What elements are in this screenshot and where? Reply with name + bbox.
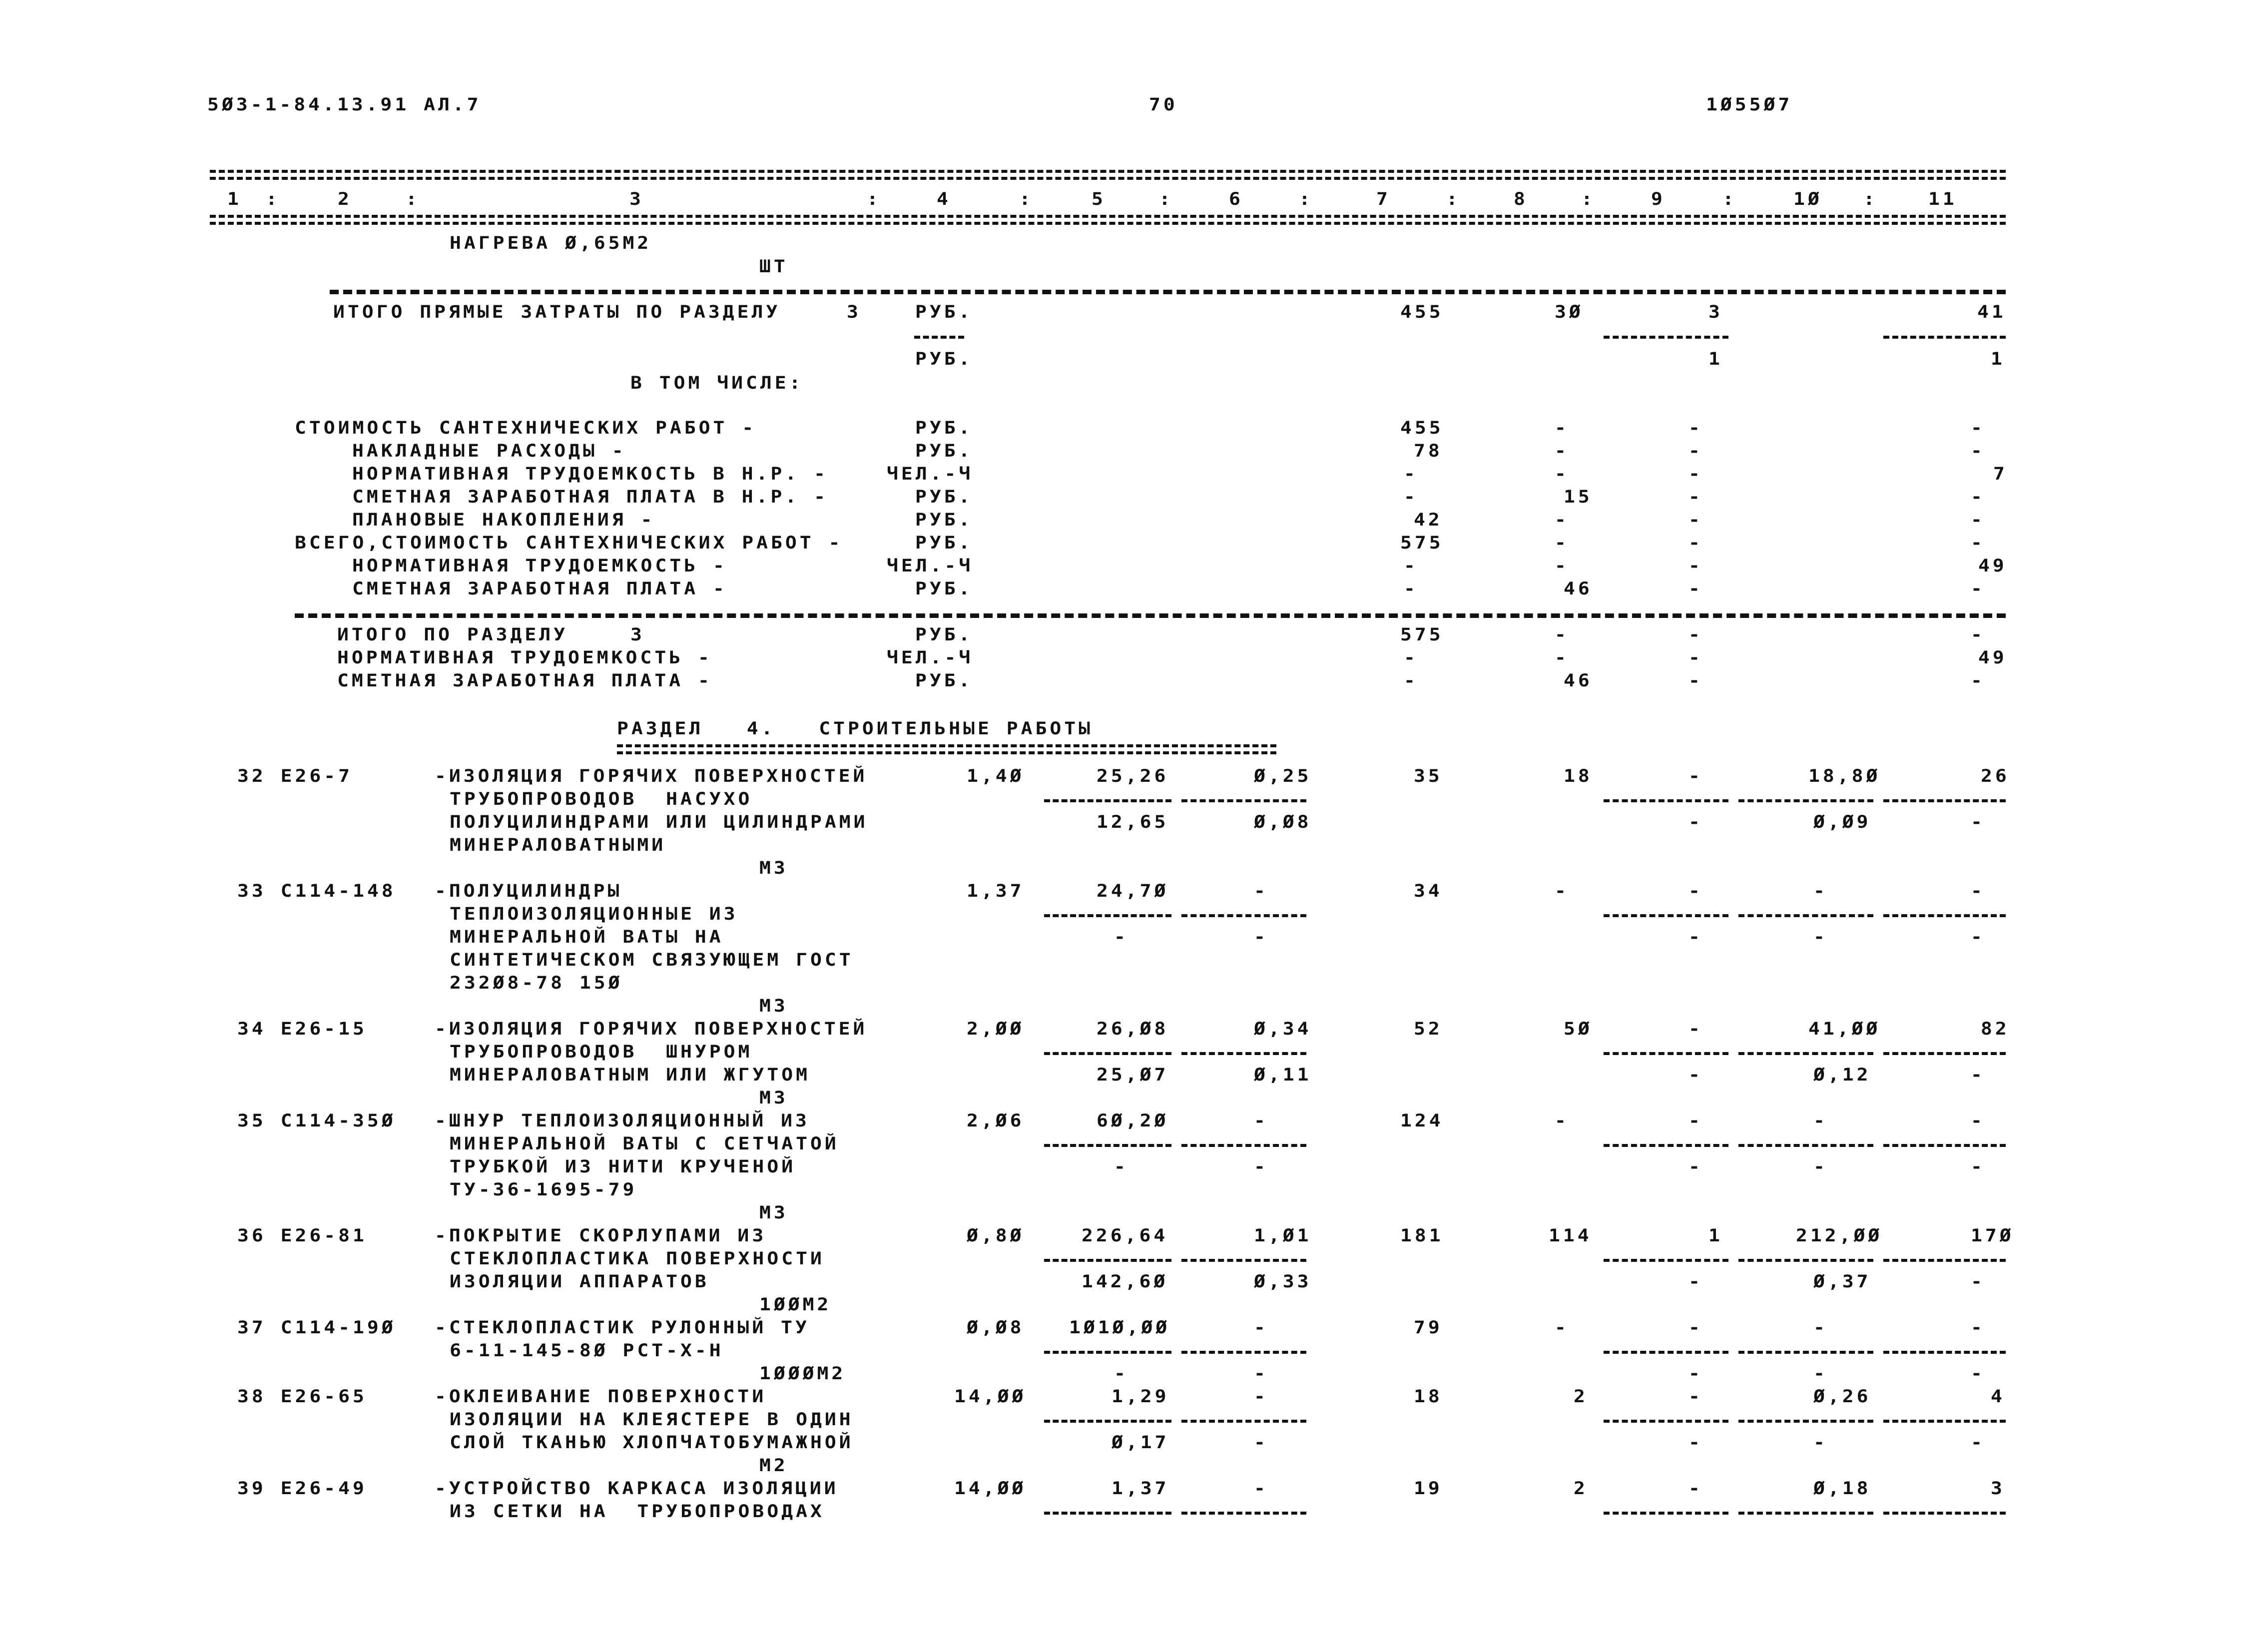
table-cell: 1 <box>1708 1225 1723 1246</box>
table-cell: - <box>1688 1386 1703 1407</box>
table-cell: 3Ø <box>1555 301 1584 322</box>
table-cell: - <box>1688 1363 1703 1384</box>
table-cell: ШТ <box>759 256 788 277</box>
table-cell: 2 <box>1574 1478 1588 1499</box>
table-cell: 26,Ø8 <box>1097 1018 1169 1039</box>
table-cell: ТРУБКОЙ ИЗ НИТИ КРУЧЕНОЙ <box>450 1156 796 1177</box>
table-cell: Ø,33 <box>1254 1271 1312 1292</box>
underline-col10 <box>1738 1512 1873 1515</box>
table-cell: - <box>1688 926 1703 947</box>
table-cell: - <box>1688 1432 1703 1453</box>
table-cell: - <box>1254 1432 1268 1453</box>
table-cell: - <box>1254 1363 1268 1384</box>
table-cell: - <box>1688 1271 1703 1292</box>
table-cell: 2 <box>1574 1386 1588 1407</box>
table-cell: 79 <box>1414 1317 1443 1338</box>
table-cell: 124 <box>1400 1110 1444 1131</box>
underline-col11 <box>1883 1052 2006 1055</box>
underline-col11 <box>1883 1420 2006 1423</box>
underline-col10 <box>1738 1420 1873 1423</box>
table-cell: 1,Ø1 <box>1254 1225 1312 1246</box>
table-cell: 41,ØØ <box>1808 1018 1881 1039</box>
underline-col5 <box>1044 914 1171 917</box>
column-header: 4 <box>937 188 951 209</box>
table-cell: - <box>1813 926 1828 947</box>
table-cell: 4 <box>1991 1386 2005 1407</box>
table-cell: 3 <box>1708 301 1723 322</box>
column-header: 7 <box>1376 188 1391 209</box>
underline-col11 <box>1883 1259 2006 1262</box>
column-header: 1 <box>227 188 242 209</box>
table-cell: 78 <box>1414 440 1443 461</box>
table-cell: М3 <box>759 1202 788 1223</box>
table-cell: СМЕТНАЯ ЗАРАБОТНАЯ ПЛАТА - <box>337 670 712 691</box>
table-cell: Ø,37 <box>1813 1271 1871 1292</box>
table-cell: 26 <box>1981 765 2010 786</box>
underline-col5 <box>1044 1512 1171 1515</box>
table-cell: - <box>1688 1110 1703 1131</box>
table-cell: -ИЗОЛЯЦИЯ ГОРЯЧИХ ПОВЕРХНОСТЕЙ <box>435 765 868 786</box>
column-separator: : <box>1581 188 1596 209</box>
underline-col9 <box>1604 336 1728 339</box>
underline-col9 <box>1604 799 1728 802</box>
table-cell: - <box>1688 532 1703 553</box>
table-cell: - <box>1971 578 1985 599</box>
table-cell: СИНТЕТИЧЕСКОМ СВЯЗУЮЩЕМ ГОСТ <box>450 949 854 970</box>
table-cell: - <box>1688 1317 1703 1338</box>
table-cell: 3 <box>1991 1478 2005 1499</box>
page-number: 70 <box>1149 94 1178 115</box>
table-cell: Ø,11 <box>1254 1064 1312 1085</box>
table-cell: - <box>1971 624 1985 645</box>
table-cell: - <box>1971 1271 1985 1292</box>
separator-rule <box>330 290 2006 294</box>
table-cell: ЧЕЛ.-Ч <box>887 647 974 668</box>
table-cell: - <box>1555 1317 1569 1338</box>
table-cell: - <box>1555 647 1569 668</box>
table-cell: - <box>1971 926 1985 947</box>
underline-col9 <box>1604 914 1728 917</box>
table-cell: - <box>1114 1363 1128 1384</box>
table-cell: - <box>1971 509 1985 530</box>
underline-col5 <box>1044 1144 1171 1147</box>
table-cell: - <box>1688 463 1703 484</box>
table-cell: РУБ. <box>915 348 973 369</box>
table-cell: - <box>1813 1317 1828 1338</box>
table-cell: 37 С114-19Ø <box>237 1317 396 1338</box>
column-separator: : <box>1863 188 1878 209</box>
column-separator: : <box>1722 188 1737 209</box>
table-cell: СТОИМОСТЬ САНТЕХНИЧЕСКИХ РАБОТ - <box>295 417 757 438</box>
table-cell: РУБ. <box>915 509 973 530</box>
table-cell: 1 <box>1991 348 2005 369</box>
table-cell: 142,6Ø <box>1082 1271 1168 1292</box>
table-cell: - <box>1254 1478 1268 1499</box>
underline-col10 <box>1738 799 1873 802</box>
table-cell: - <box>1688 440 1703 461</box>
table-cell: - <box>1404 463 1418 484</box>
document-code: 5Ø3-1-84.13.91 АЛ.7 <box>207 94 482 115</box>
table-cell: МИНЕРАЛОВАТНЫМ ИЛИ ЖГУТОМ <box>450 1064 810 1085</box>
table-cell: 42 <box>1414 509 1443 530</box>
table-cell: - <box>1971 440 1985 461</box>
table-cell: 114 <box>1549 1225 1592 1246</box>
table-cell: 3 <box>847 301 861 322</box>
table-cell: 39 Е26-49 <box>237 1478 367 1499</box>
column-header: 2 <box>338 188 352 209</box>
table-cell: -ОКЛЕИВАНИЕ ПОВЕРХНОСТИ <box>435 1386 767 1407</box>
table-cell: ТУ-36-1695-79 <box>450 1179 637 1200</box>
table-cell: РУБ. <box>915 486 973 507</box>
column-separator: : <box>1446 188 1461 209</box>
column-separator: : <box>406 188 420 209</box>
table-cell: Ø,Ø8 <box>1254 811 1312 832</box>
table-cell: 14,ØØ <box>954 1478 1027 1499</box>
underline-col10 <box>1738 1351 1873 1354</box>
table-cell: - <box>1254 926 1268 947</box>
table-cell: ЧЕЛ.-Ч <box>887 555 974 576</box>
table-cell: -СТЕКЛОПЛАСТИК РУЛОННЫЙ ТУ <box>435 1317 810 1338</box>
table-cell: 52 <box>1414 1018 1443 1039</box>
table-cell: 2,ØØ <box>967 1018 1025 1039</box>
section-title-underline <box>617 744 1276 754</box>
table-cell: 25,26 <box>1097 765 1169 786</box>
table-cell: -ШНУР ТЕПЛОИЗОЛЯЦИОННЫЙ ИЗ <box>435 1110 810 1131</box>
underline-col5 <box>1044 1259 1171 1262</box>
table-cell: -УСТРОЙСТВО КАРКАСА ИЗОЛЯЦИИ <box>435 1478 839 1499</box>
table-cell: - <box>1555 1110 1569 1131</box>
table-cell: -ИЗОЛЯЦИЯ ГОРЯЧИХ ПОВЕРХНОСТЕЙ <box>435 1018 868 1039</box>
table-cell: 1ØØØМ2 <box>759 1363 846 1384</box>
table-cell: 36 Е26-81 <box>237 1225 367 1246</box>
table-cell: 1 <box>1708 348 1723 369</box>
table-cell: Ø,8Ø <box>967 1225 1025 1246</box>
document-number: 1Ø55Ø7 <box>1706 94 1793 115</box>
table-cell: РУБ. <box>915 578 973 599</box>
table-cell: - <box>1404 647 1418 668</box>
table-cell: - <box>1971 1432 1985 1453</box>
table-cell: МИНЕРАЛЬНОЙ ВАТЫ С СЕТЧАТОЙ <box>450 1133 839 1154</box>
top-double-rule <box>210 170 2006 180</box>
underline-col6 <box>1181 799 1306 802</box>
underline-col6 <box>1181 914 1306 917</box>
column-separator: : <box>1019 188 1034 209</box>
table-cell: - <box>1688 1018 1703 1039</box>
table-cell: ВСЕГО,СТОИМОСТЬ САНТЕХНИЧЕСКИХ РАБОТ - <box>295 532 843 553</box>
table-cell: - <box>1971 486 1985 507</box>
table-cell: - <box>1114 1156 1128 1177</box>
table-cell: -ПОКРЫТИЕ СКОРЛУПАМИ ИЗ <box>435 1225 767 1246</box>
underline-col10 <box>1738 1052 1873 1055</box>
table-cell: - <box>1971 811 1985 832</box>
table-cell: - <box>1813 1156 1828 1177</box>
underline-col11 <box>1883 1512 2006 1515</box>
table-cell: - <box>1971 1156 1985 1177</box>
table-cell: - <box>1555 532 1569 553</box>
table-cell: СТЕКЛОПЛАСТИКА ПОВЕРХНОСТИ <box>450 1248 825 1269</box>
underline-col9 <box>1604 1144 1728 1147</box>
table-cell: - <box>1688 880 1703 901</box>
table-cell: 18,8Ø <box>1808 765 1881 786</box>
table-cell: 15 <box>1564 486 1593 507</box>
table-cell: - <box>1971 670 1985 691</box>
table-cell: НАКЛАДНЫЕ РАСХОДЫ - <box>352 440 626 461</box>
table-cell: РАЗДЕЛ 4. СТРОИТЕЛЬНЫЕ РАБОТЫ <box>617 718 1093 739</box>
column-header: 3 <box>629 188 644 209</box>
table-cell: 25,Ø7 <box>1097 1064 1169 1085</box>
table-cell: 82 <box>1981 1018 2010 1039</box>
table-cell: 181 <box>1400 1225 1444 1246</box>
separator-rule <box>295 613 2006 618</box>
table-cell: РУБ. <box>915 532 973 553</box>
table-cell: Ø,Ø8 <box>967 1317 1025 1338</box>
table-cell: 18 <box>1564 765 1593 786</box>
table-cell: Ø,26 <box>1813 1386 1871 1407</box>
underline-col11 <box>1883 1351 2006 1354</box>
underline-col6 <box>1181 1144 1306 1147</box>
table-cell: - <box>1688 555 1703 576</box>
table-cell: 5Ø <box>1564 1018 1593 1039</box>
table-cell: - <box>1688 578 1703 599</box>
table-cell: 1,37 <box>967 880 1025 901</box>
table-cell: 33 С114-148 <box>237 880 396 901</box>
table-cell: - <box>1688 670 1703 691</box>
table-cell: 35 <box>1414 765 1443 786</box>
table-cell: - <box>1813 880 1828 901</box>
table-cell: - <box>1688 765 1703 786</box>
table-cell: ТЕПЛОИЗОЛЯЦИОННЫЕ ИЗ <box>450 903 738 924</box>
table-cell: ПЛАНОВЫЕ НАКОПЛЕНИЯ - <box>352 509 655 530</box>
table-cell: 1,37 <box>1112 1478 1169 1499</box>
underline-col11 <box>1883 914 2006 917</box>
table-cell: - <box>1971 532 1985 553</box>
table-cell: - <box>1114 926 1128 947</box>
column-header: 5 <box>1092 188 1106 209</box>
table-cell: 2,Ø6 <box>967 1110 1025 1131</box>
table-cell: 49 <box>1978 555 2007 576</box>
table-cell: ИЗОЛЯЦИИ НА КЛЕЯСТЕРЕ В ОДИН <box>450 1409 854 1430</box>
table-cell: - <box>1254 1156 1268 1177</box>
table-cell: 1ØØМ2 <box>759 1294 832 1315</box>
table-cell: - <box>1813 1432 1828 1453</box>
table-cell: - <box>1688 1156 1703 1177</box>
table-cell: - <box>1813 1363 1828 1384</box>
table-cell: 38 Е26-65 <box>237 1386 367 1407</box>
table-cell: ИТОГО ПРЯМЫЕ ЗАТРАТЫ ПО РАЗДЕЛУ <box>333 301 781 322</box>
table-cell: - <box>1688 811 1703 832</box>
underline-col9 <box>1604 1351 1728 1354</box>
table-cell: - <box>1404 486 1418 507</box>
table-cell: ИЗ СЕТКИ НА ТРУБОПРОВОДАХ <box>450 1501 825 1522</box>
table-cell: Ø,17 <box>1112 1432 1169 1453</box>
table-cell: МИНЕРАЛЬНОЙ ВАТЫ НА <box>450 926 724 947</box>
table-cell: - <box>1971 1317 1985 1338</box>
table-cell: РУБ. <box>915 440 973 461</box>
table-cell: 46 <box>1564 670 1593 691</box>
table-cell: 6-11-145-8Ø РСТ-Х-Н <box>450 1340 724 1361</box>
table-cell: 34 <box>1414 880 1443 901</box>
table-cell: - <box>1971 1064 1985 1085</box>
table-cell: - <box>1555 440 1569 461</box>
table-cell: - <box>1555 417 1569 438</box>
table-cell: 35 С114-35Ø <box>237 1110 396 1131</box>
table-cell: ТРУБОПРОВОДОВ НАСУХО <box>450 788 753 809</box>
table-cell: Ø,18 <box>1813 1478 1871 1499</box>
table-cell: - <box>1688 647 1703 668</box>
table-cell: 455 <box>1400 417 1444 438</box>
table-cell: РУБ. <box>915 624 973 645</box>
table-cell: - <box>1555 555 1569 576</box>
column-header: 8 <box>1514 188 1528 209</box>
column-separator: : <box>1299 188 1313 209</box>
table-cell: НОРМАТИВНАЯ ТРУДОЕМКОСТЬ В Н.Р. - <box>352 463 828 484</box>
table-cell: 212,ØØ <box>1796 1225 1883 1246</box>
table-cell: 12,65 <box>1097 811 1169 832</box>
table-cell: 24,7Ø <box>1097 880 1169 901</box>
table-cell: РУБ. <box>915 301 973 322</box>
underline-col9 <box>1604 1512 1728 1515</box>
table-cell: 3 <box>630 624 645 645</box>
table-cell: 19 <box>1414 1478 1443 1499</box>
underline-col6 <box>1181 1259 1306 1262</box>
table-cell: - <box>1688 1478 1703 1499</box>
underline-col6 <box>1181 1420 1306 1423</box>
table-cell: 18 <box>1414 1386 1443 1407</box>
table-cell: НОРМАТИВНАЯ ТРУДОЕМКОСТЬ - <box>337 647 712 668</box>
table-cell: 226,64 <box>1082 1225 1168 1246</box>
table-cell: 17Ø <box>1971 1225 2014 1246</box>
table-cell: 7 <box>1993 463 2008 484</box>
table-cell: 34 Е26-15 <box>237 1018 367 1039</box>
table-cell: 14,ØØ <box>954 1386 1027 1407</box>
header-bottom-rule <box>210 215 2006 225</box>
table-cell: - <box>1971 880 1985 901</box>
table-cell: 49 <box>1978 647 2007 668</box>
table-cell: 46 <box>1564 578 1593 599</box>
table-cell: - <box>1555 624 1569 645</box>
column-header: 11 <box>1928 188 1957 209</box>
table-cell: СМЕТНАЯ ЗАРАБОТНАЯ ПЛАТА - <box>352 578 727 599</box>
table-cell: - <box>1254 1317 1268 1338</box>
table-cell: - <box>1971 1110 1985 1131</box>
underline-col5 <box>1044 1052 1171 1055</box>
table-cell: - <box>1404 578 1418 599</box>
column-separator: : <box>1159 188 1173 209</box>
table-cell: - <box>1688 417 1703 438</box>
underline-col11 <box>1883 1144 2006 1147</box>
table-cell: 575 <box>1400 532 1444 553</box>
table-cell: НАГРЕВА Ø,65М2 <box>450 232 652 253</box>
table-cell: ИЗОЛЯЦИИ АППАРАТОВ <box>450 1271 709 1292</box>
column-separator: : <box>266 188 280 209</box>
table-cell: - <box>1688 509 1703 530</box>
table-cell: 232Ø8-78 15Ø <box>450 972 623 993</box>
table-cell: - <box>1555 463 1569 484</box>
table-cell: НОРМАТИВНАЯ ТРУДОЕМКОСТЬ - <box>352 555 727 576</box>
underline-col10 <box>1738 914 1873 917</box>
underline-col9 <box>1604 1420 1728 1423</box>
table-cell: 455 <box>1400 301 1444 322</box>
table-cell: - <box>1254 1386 1268 1407</box>
table-cell: Ø,12 <box>1813 1064 1871 1085</box>
table-cell: - <box>1254 1110 1268 1131</box>
table-cell: 32 Е26-7 <box>237 765 353 786</box>
table-cell: - <box>1404 555 1418 576</box>
table-cell: - <box>1555 509 1569 530</box>
column-separator: : <box>867 188 881 209</box>
table-cell: ИТОГО ПО РАЗДЕЛУ <box>337 624 568 645</box>
column-header: 6 <box>1229 188 1243 209</box>
column-header: 1Ø <box>1793 188 1822 209</box>
underline-col11 <box>1883 336 2006 339</box>
table-cell: Ø,25 <box>1254 765 1312 786</box>
table-cell: - <box>1555 880 1569 901</box>
table-cell: РУБ. <box>915 670 973 691</box>
table-cell: - <box>1971 1363 1985 1384</box>
underline-col5 <box>1044 1420 1171 1423</box>
table-cell: 1,4Ø <box>967 765 1025 786</box>
underline-col5 <box>1044 1351 1171 1354</box>
column-header: 9 <box>1651 188 1666 209</box>
table-cell: 1,29 <box>1112 1386 1169 1407</box>
table-cell: - <box>1254 880 1268 901</box>
table-cell: ПОЛУЦИЛИНДРАМИ ИЛИ ЦИЛИНДРАМИ <box>450 811 868 832</box>
underline-col10 <box>1738 1259 1873 1262</box>
underline-rub-col <box>914 336 964 339</box>
table-cell: М3 <box>759 995 788 1016</box>
table-cell: -ПОЛУЦИЛИНДРЫ <box>435 880 622 901</box>
table-cell: М3 <box>759 857 788 878</box>
table-cell: - <box>1971 417 1985 438</box>
table-cell: - <box>1688 486 1703 507</box>
table-cell: - <box>1688 624 1703 645</box>
table-cell: В ТОМ ЧИСЛЕ: <box>630 372 804 393</box>
table-cell: М3 <box>759 1087 788 1108</box>
table-cell: - <box>1688 1064 1703 1085</box>
underline-col9 <box>1604 1052 1728 1055</box>
table-cell: ЧЕЛ.-Ч <box>887 463 974 484</box>
underline-col9 <box>1604 1259 1728 1262</box>
underline-col11 <box>1883 799 2006 802</box>
table-cell: 575 <box>1400 624 1444 645</box>
underline-col10 <box>1738 1144 1873 1147</box>
table-cell: МИНЕРАЛОВАТНЫМИ <box>450 834 666 855</box>
table-cell: РУБ. <box>915 417 973 438</box>
table-cell: 6Ø,2Ø <box>1097 1110 1169 1131</box>
table-cell: - <box>1404 670 1418 691</box>
underline-col6 <box>1181 1512 1306 1515</box>
table-cell: М2 <box>759 1455 788 1476</box>
underline-col5 <box>1044 799 1171 802</box>
table-cell: Ø,34 <box>1254 1018 1312 1039</box>
table-cell: СЛОЙ ТКАНЬЮ ХЛОПЧАТОБУМАЖНОЙ <box>450 1432 854 1453</box>
table-cell: 1Ø1Ø,ØØ <box>1069 1317 1170 1338</box>
table-cell: ТРУБОПРОВОДОВ ШНУРОМ <box>450 1041 753 1062</box>
table-cell: СМЕТНАЯ ЗАРАБОТНАЯ ПЛАТА В Н.Р. - <box>352 486 828 507</box>
underline-col6 <box>1181 1351 1306 1354</box>
table-cell: Ø,Ø9 <box>1813 811 1871 832</box>
table-cell: - <box>1813 1110 1828 1131</box>
table-cell: 41 <box>1977 301 2006 322</box>
underline-col6 <box>1181 1052 1306 1055</box>
